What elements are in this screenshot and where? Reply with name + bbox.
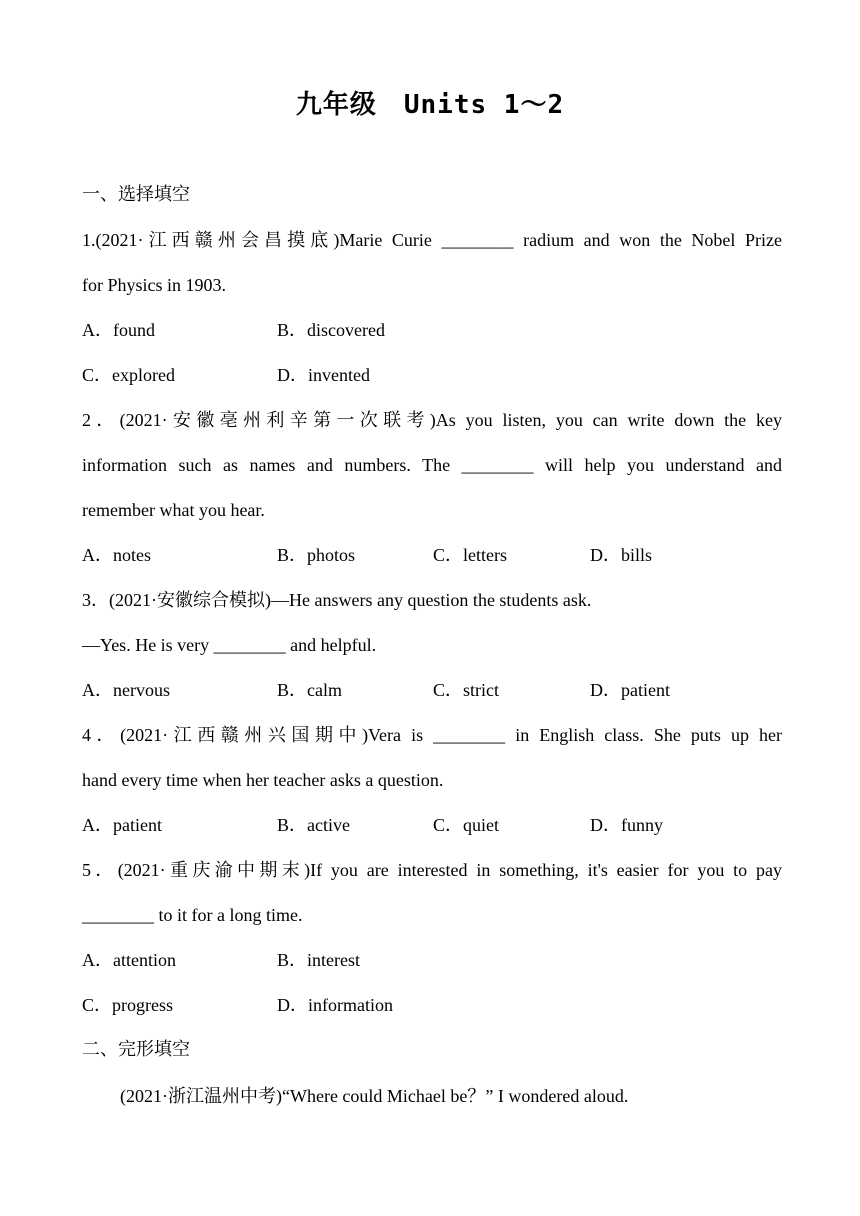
question-2-line-3: remember what you hear. (82, 500, 265, 520)
question-2-option-c: C．letters (433, 545, 507, 565)
question-1-line-1: 1.(2021·江西赣州会昌摸底)Marie Curie ________ radium and won the Nobel Prize (82, 230, 782, 250)
question-5-option-c: C．progress (82, 995, 173, 1015)
question-2-option-b: B．photos (277, 545, 356, 565)
question-5-option-d: D．information (277, 995, 393, 1015)
question-4-option-d: D．funny (590, 815, 663, 835)
question-3-option-c: C．strict (433, 680, 499, 700)
question-3-line-2: —Yes. He is very ________ and helpful. (82, 635, 377, 655)
section-heading-multiple-choice: 一、选择填空 (82, 184, 190, 205)
question-1-option-d: D．invented (277, 365, 370, 385)
question-4-option-b: B．active (277, 815, 350, 835)
question-2-line-1: 2．(2021·安徽亳州利辛第一次联考)As you listen, you can write down the key (82, 410, 782, 430)
question-4-option-c: C．quiet (433, 815, 499, 835)
question-5-option-a: A．attention (82, 950, 176, 970)
question-1-option-a: A．found (82, 320, 155, 340)
question-5-option-b: B．interest (277, 950, 360, 970)
question-2-option-a: A．notes (82, 545, 151, 565)
question-4-line-2: hand every time when her teacher asks a question. (82, 770, 444, 790)
question-2-option-d: D．bills (590, 545, 653, 565)
page-title: 九年级 Units 1～2 (295, 90, 565, 120)
question-4-line-1: 4．(2021·江西赣州兴国期中)Vera is ________ in English class. She puts up her (82, 725, 782, 745)
question-1-option-c: C．explored (82, 365, 175, 385)
question-3-option-a: A．nervous (82, 680, 170, 700)
question-5-line-1: 5．(2021·重庆渝中期末)If you are interested in something, it's easier for you to pay (82, 860, 782, 880)
question-4-option-a: A．patient (82, 815, 162, 835)
question-3-line-1: 3．(2021·安徽综合模拟)—He answers any question the students ask. (82, 590, 592, 610)
question-3-option-b: B．calm (277, 680, 342, 700)
question-5-line-2: ________ to it for a long time. (82, 905, 303, 925)
section-heading-cloze: 二、完形填空 (82, 1039, 190, 1060)
question-1-line-2: for Physics in 1903. (82, 275, 226, 295)
question-3-option-d: D．patient (590, 680, 670, 700)
cloze-intro-text: (2021·浙江温州中考)“Where could Michael be？” I wondered aloud. (120, 1086, 629, 1106)
question-2-line-2: information such as names and numbers. The ________ will help you understand and (82, 455, 782, 475)
question-1-option-b: B．discovered (277, 320, 385, 340)
